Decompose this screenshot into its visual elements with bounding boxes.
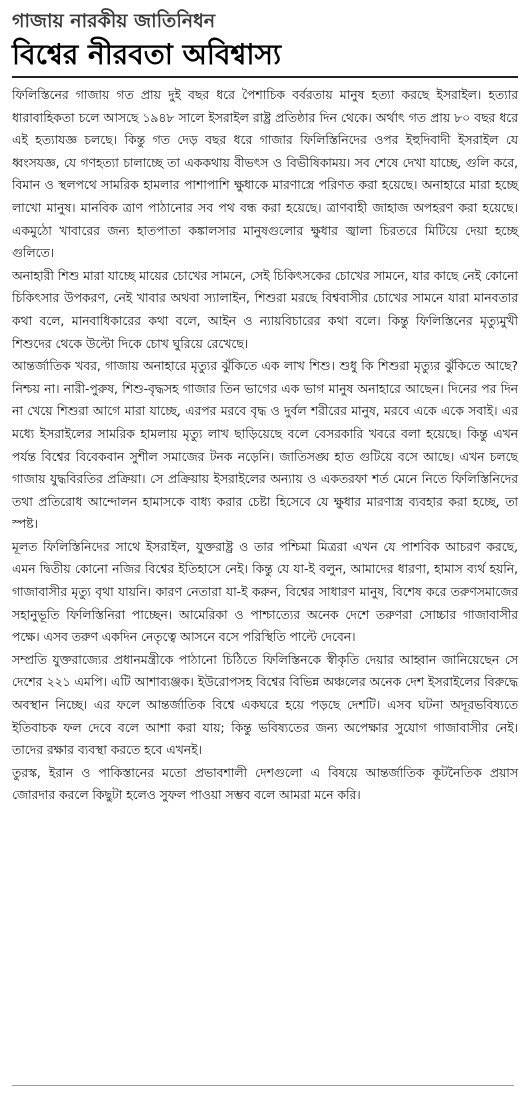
article-kicker: গাজায় নারকীয় জাতিনিধন <box>12 10 216 32</box>
article-paragraph-2: অনাহারী শিশু মারা যাচ্ছে মায়ের চোখের সামনে, সেই চিকিৎসকের চোখের সামনে, যার কাছে নেই কোনো চিকিৎসার উপকরণ, নেই খাবার অথবা স্যালাইন, শিশুরা মরছে বিশ্ববাসীর চোখের সামনে যারা মানবতার কথা বলে, মানবাধিকারের কথা বলে, আইন ও ন্যায়বিচারের কথা বলে। কিন্তু ফিলিস্তিনের মৃত্যুমুখী শিশুদের থেকে উল্টো দিকে চোখ ঘুরিয়ে রেখেছে। <box>12 268 518 351</box>
article-paragraph-4: মূলত ফিলিস্তিনিদের সাথে ইসরাইল, যুক্তরাষ্ট্র ও তার পশ্চিমা মিত্ররা এখন যে পাশবিক আচরণ করছে, এমন দ্বিতীয় কোনো নজির বিশ্বের ইতিহাসে নেই। কিন্তু যে যা-ই বলুন, আমাদের ধারণা, হামাস ব্যর্থ হয়নি, গাজাবাসীর মৃত্যু বৃথা যায়নি। কারণ নেতারা যা-ই করুন, বিশ্বের সাধারণ মানুষ, বিশেষ করে তরুণসমাজের সহানুভূতি ফিলিস্তিনিরা পাচ্ছেন। আমেরিকা ও পাশ্চাত্যের অনেক দেশে তরুণরা সোচ্চার গাজাবাসীর পক্ষে। এসব তরুণ একদিন নেতৃত্বে আসনে বসে পরিস্থিতি পাল্টে দেবেন। <box>12 539 518 645</box>
article-paragraph-3: আন্তর্জাতিক খবর, গাজায় অনাহারে মৃত্যুর ঝুঁকিতে এক লাখ শিশু। শুধু কি শিশুরা মৃত্যুর ঝুঁকিতে আছে? নিশ্চয় না। নারী-পুরুষ, শিশু-বৃদ্ধসহ গাজার তিন ভাগের এক ভাগ মানুষ অনাহারে আছেন। দিনের পর দিন না খেয়ে শিশুরা আগে মারা যাচ্ছে, এরপর মরবে বৃদ্ধ ও দুর্বল শরীরের মানুষ, মরবে একে একে সবাই। এর মধ্যে ইসরাইলের সামরিক হামলায় মৃত্যু লাখ ছাড়িয়েছে বলে বেসরকারি খবরে বলা হয়েছে। কিন্তু এখন পর্যন্ত বিশ্বের বিবেকবান সুশীল সমাজের টনক নড়েনি। জাতিসঙ্ঘ হাত গুটিয়ে বসে আছে। এখন চলছে গাজায় যুদ্ধবিরতির প্রক্রিয়া। সে প্রক্রিয়ায় ইসরাইলের অন্যায় ও একতরফা শর্ত মেনে নিতে ফিলিস্তিনিদের তথা প্রতিরোধ আন্দোলন হামাসকে বাধ্য করার চেষ্টা হিসেবে যে ক্ষুধার মারণাস্ত্র ব্যবহার করা হচ্ছে, তা স্পষ্ট। <box>12 359 518 532</box>
article-paragraph-6: তুরস্ক, ইরান ও পাকিস্তানের মতো প্রভাবশালী দেশগুলো এ বিষয়ে আন্তর্জাতিক কূটনৈতিক প্রয়াস জোরদার করলে কিছুটা হলেও সুফল পাওয়া সম্ভব বলে আমরা মনে করি। <box>12 765 518 803</box>
article-paragraph-1: ফিলিস্তিনের গাজায় গত প্রায় দুই বছর ধরে পৈশাচিক বর্বরতায় মানুষ হত্যা করছে ইসরাইল। হত্যার ধারাবাহিকতা চলে আসছে ১৯৪৮ সালে ইসরাইল রাষ্ট্র প্রতিষ্ঠার দিন থেকে। অর্থাৎ গত প্রায় ৮০ বছর ধরে এই হত্যাযজ্ঞ চলছে। কিন্তু গত দেড় বছর ধরে গাজার ফিলিস্তিনিদের ওপর ইহুদিবাদী ইসরাইল যে ধ্বংসযজ্ঞ, যে গণহত্যা চালাচ্ছে তা এককথায় বীভৎস ও বিভীষিকাময়। সব শেষে দেখা যাচ্ছে, গুলি করে, বিমান ও স্থলপথে সামরিক হামলার পাশাপাশি ক্ষুধাকে মারণাস্ত্রে পরিণত করা হয়েছে। অনাহারে মারা হচ্ছে লাখো মানুষ। মানবিক ত্রাণ পাঠানোর সব পথ বন্ধ করা হয়েছে। ত্রাণবাহী জাহাজ অপহরণ করা হয়েছে। একমুঠো খাবারের জন্য হাতপাতা কঙ্কালসার মানুষগুলোর ক্ষুধার জ্বালা চিরতরে মিটিয়ে দেয়া হচ্ছে গুলিতে। <box>12 88 518 261</box>
bottom-divider <box>12 1085 514 1086</box>
article-body <box>12 84 518 807</box>
article-paragraph-5: সম্প্রতি যুক্তরাজ্যের প্রধানমন্ত্রীকে পাঠানো চিঠিতে ফিলিস্তিনকে স্বীকৃতি দেয়ার আহ্বান জানিয়েছেন সে দেশের ২২১ এমপি। এটি আশাব্যঞ্জক। ইউরোপসহ বিশ্বের বিভিন্ন অঞ্চলের অনেক দেশ ইসরাইলের বিরুদ্ধে অবস্থান নিচ্ছে। এর ফলে আন্তর্জাতিক বিশ্বে একঘরে হয়ে পড়ছে দেশটি। এসব ঘটনা অদূরভবিষ্যতে ইতিবাচক ফল দেবে বলে আশা করা যায়; কিন্তু ভবিষ্যতের জন্য অপেক্ষার সুযোগ গাজাবাসীর নেই। তাদের রক্ষার ব্যবস্থা করতে হবে এখনই। <box>12 652 518 758</box>
article-headline: বিশ্বের নীরবতা অবিশ্বাস্য <box>12 36 518 78</box>
